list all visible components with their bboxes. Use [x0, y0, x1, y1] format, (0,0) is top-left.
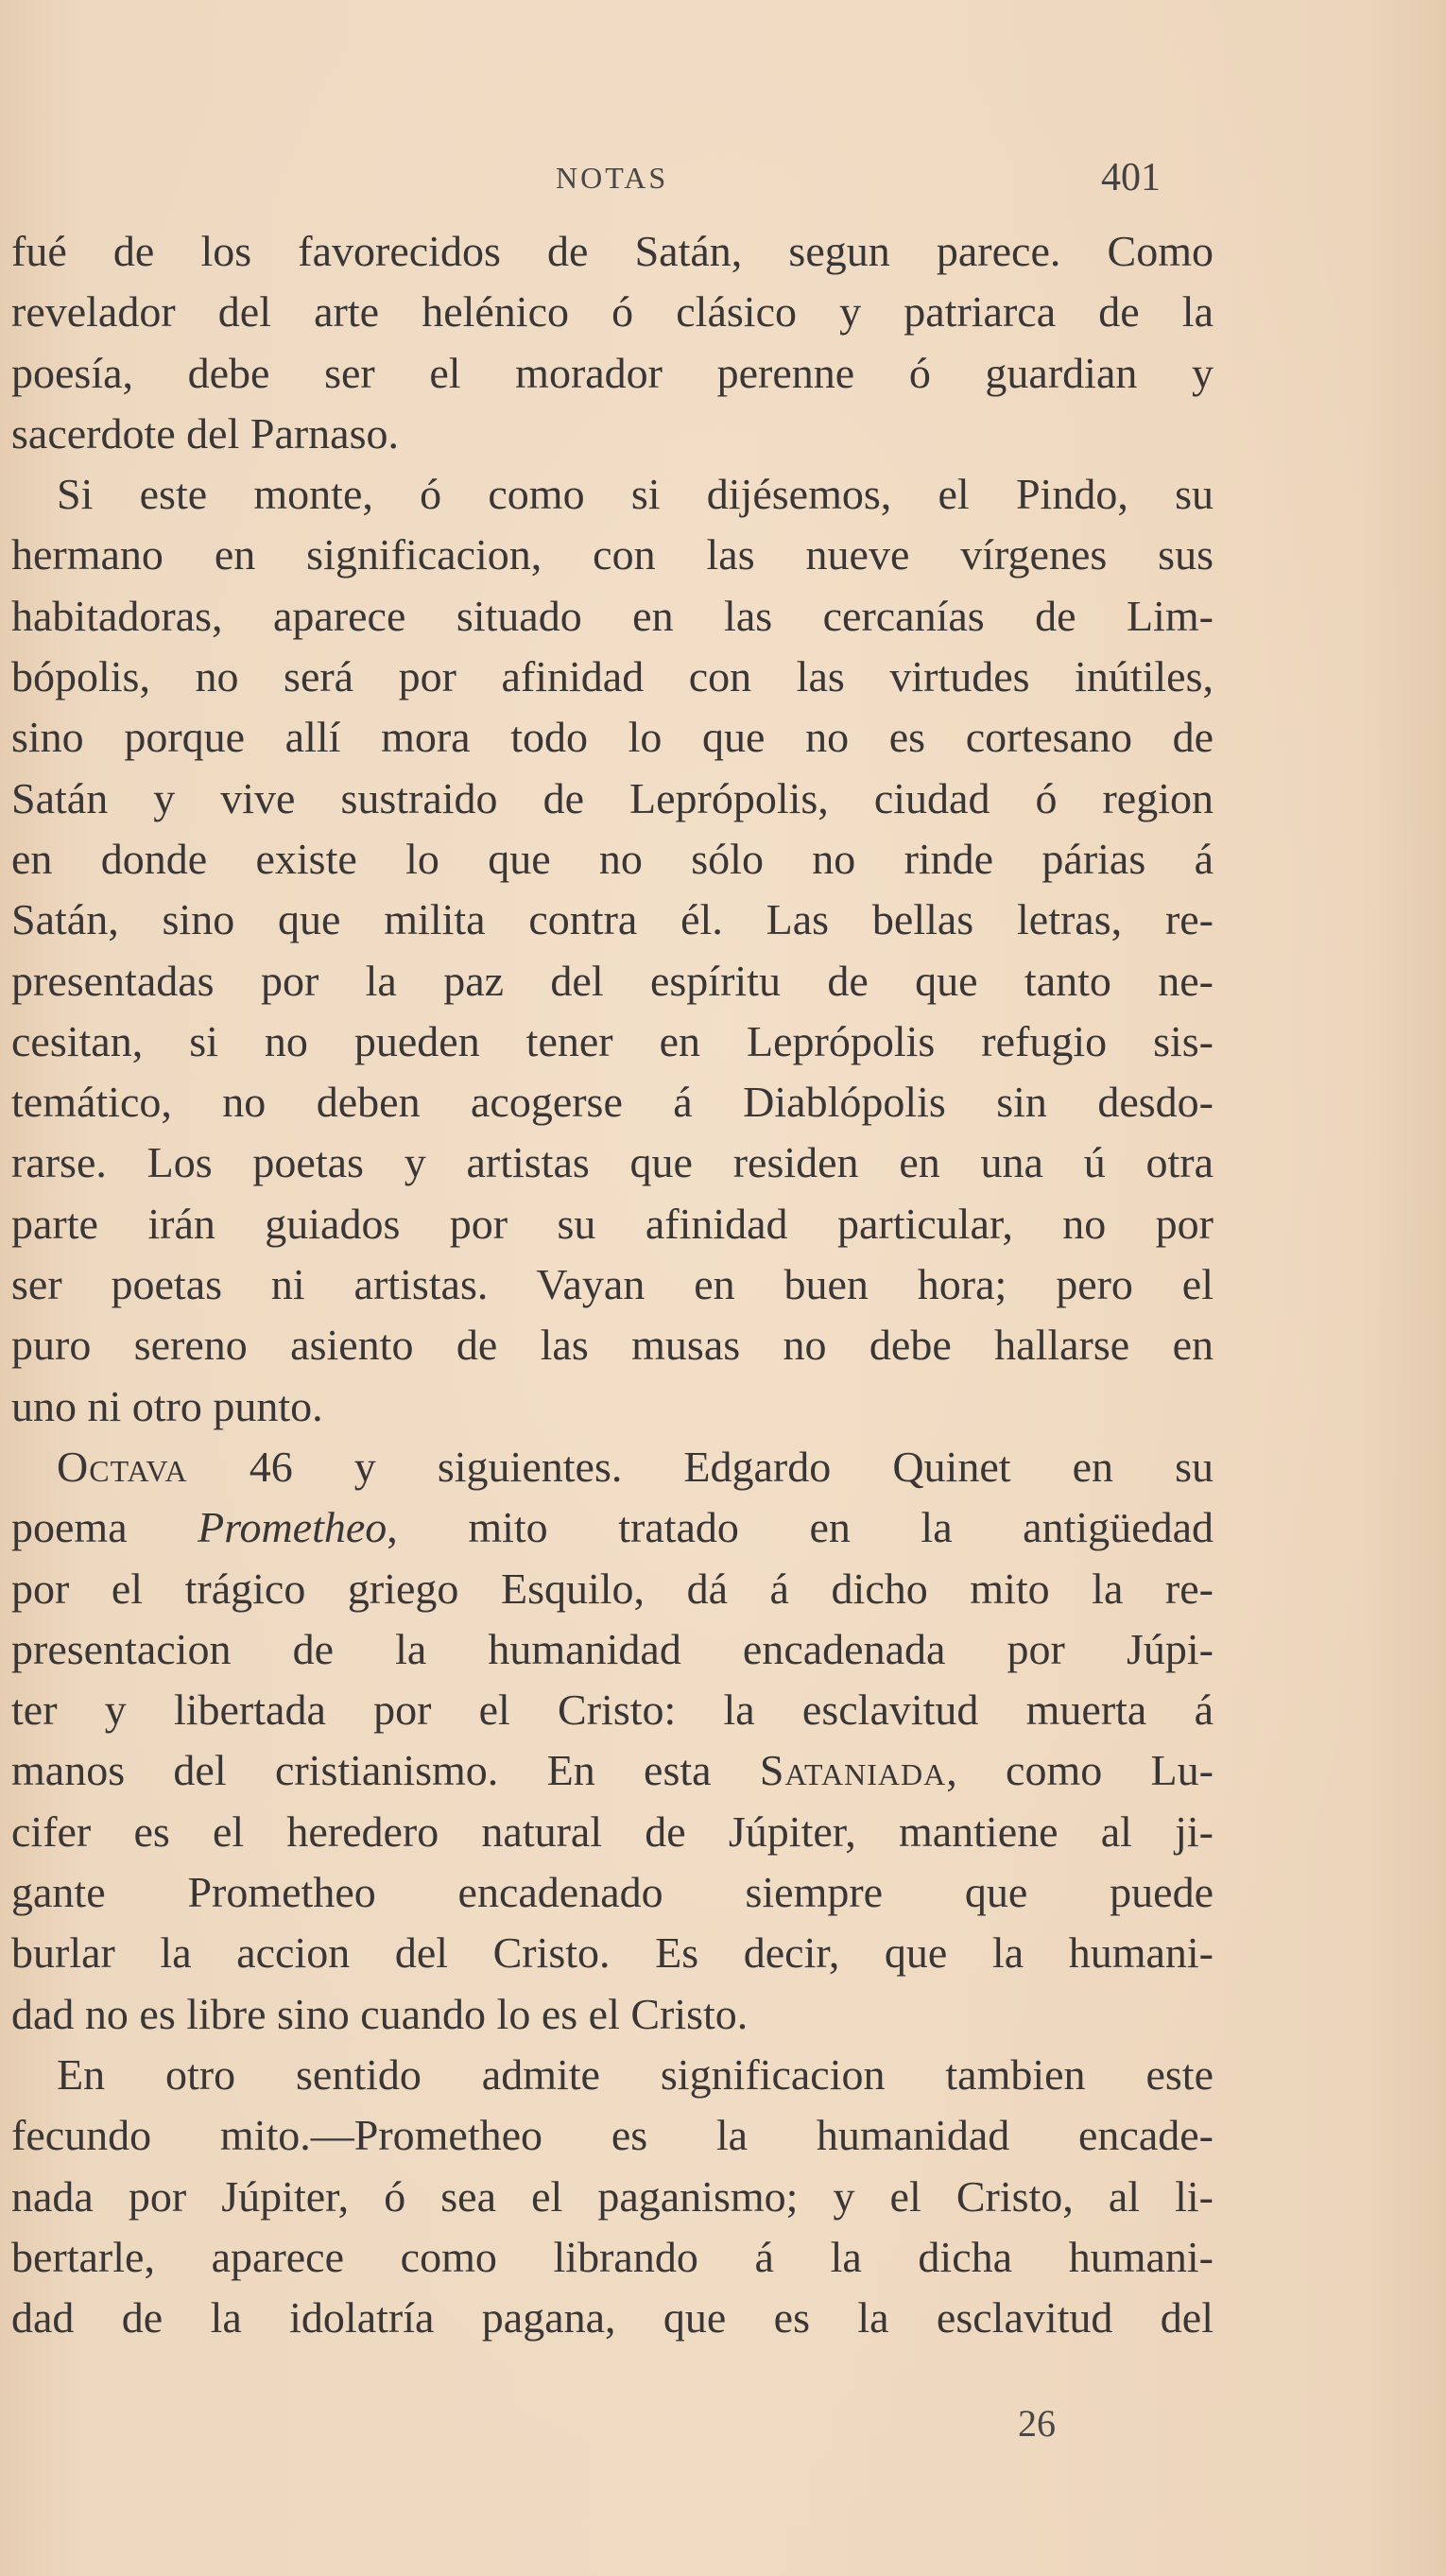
- text-line: gante Prometheo encadenado siempre que puede: [11, 1868, 1214, 1917]
- small-caps-label: Octava: [57, 1442, 188, 1491]
- text-line: Satán y vive sustraido de Leprópolis, ciudad ó region: [11, 773, 1214, 822]
- text-line: parte irán guiados por su afinidad particular, no por: [11, 1199, 1214, 1248]
- text-line: burlar la accion del Cristo. Es decir, que la humani-: [11, 1928, 1214, 1978]
- text-line: sacerdote del Parnaso.: [11, 408, 400, 458]
- text-line: [11, 1740, 1214, 1801]
- text-line: temático, no deben acogerse á Diablópolis sin desdo-: [11, 1078, 1214, 1127]
- text-run: , mito tratado en la antigüedad: [387, 1503, 1214, 1552]
- text-run: , como Lu-: [946, 1746, 1214, 1795]
- italic-title: Prometheo: [198, 1503, 387, 1552]
- text-line: bópolis, no será por afinidad con las virtudes inútiles,: [11, 652, 1214, 701]
- text-line: puro sereno asiento de las musas no debe hallarse en: [11, 1321, 1214, 1370]
- text-line: rarse. Los poetas y artistas que residen en una ú otra: [11, 1138, 1214, 1187]
- text-line: uno ni otro punto.: [11, 1381, 323, 1430]
- text-line: ser poetas ni artistas. Vayan en buen hora; pero el: [11, 1260, 1214, 1309]
- text-run: manos del cristianismo. En esta: [11, 1746, 760, 1795]
- text-line: cesitan, si no pueden tener en Leprópolis refugio sis-: [11, 1016, 1214, 1065]
- text-line: ter y libertada por el Cristo: la esclavitud muerta á: [11, 1686, 1214, 1735]
- text-line: [11, 1497, 1214, 1558]
- running-head: [0, 156, 1446, 199]
- text-line: sino porque allí mora todo lo que no es cortesano de: [11, 713, 1214, 762]
- text-line: dad no es libre sino cuando lo es el Cristo.: [11, 1989, 749, 2038]
- text-line: Satán, sino que milita contra él. Las bellas letras, re-: [11, 895, 1214, 944]
- text-line: habitadoras, aparece situado en las cercanías de Lim-: [11, 591, 1214, 640]
- text-line: cifer es el heredero natural de Júpiter, mantiene al ji-: [11, 1807, 1214, 1856]
- text-line: dad de la idolatría pagana, que es la esclavitud del: [11, 2293, 1214, 2343]
- text-line: presentacion de la humanidad encadenada por Júpi-: [11, 1624, 1214, 1673]
- text-line: hermano en significacion, con las nueve vírgenes sus: [11, 530, 1214, 579]
- text-line: bertarle, aparece como librando á la dicha humani-: [11, 2232, 1214, 2281]
- text-line: por el trágico griego Esquilo, dá á dicho mito la re-: [11, 1564, 1214, 1613]
- signature-mark: 26: [1018, 2402, 1056, 2445]
- small-caps-title: Sataniada: [759, 1746, 947, 1795]
- body-text: [11, 221, 1214, 2348]
- text-line: fecundo mito.—Prometheo es la humanidad encade-: [11, 2111, 1214, 2160]
- running-head-title: NOTAS: [556, 161, 669, 195]
- text-line: revelador del arte helénico ó clásico y patriarca de la: [11, 287, 1214, 337]
- text-line: En otro sentido admite significacion tambien este: [57, 2049, 1214, 2099]
- text-run: poema: [11, 1503, 198, 1552]
- text-line: presentadas por la paz del espíritu de que tanto ne-: [11, 956, 1214, 1005]
- text-line: nada por Júpiter, ó sea el paganismo; y el Cristo, al li-: [11, 2171, 1214, 2221]
- text-line: fué de los favorecidos de Satán, segun parece. Como: [11, 227, 1214, 275]
- text-line: Si este monte, ó como si dijésemos, el Pindo, su: [57, 470, 1214, 519]
- page-number: 401: [1101, 156, 1161, 199]
- text-line: [11, 1437, 1214, 1497]
- text-line: en donde existe lo que no sólo no rinde párias á: [11, 834, 1214, 883]
- text-run: 46 y siguientes. Edgardo Quinet en su: [187, 1442, 1214, 1491]
- text-line: poesía, debe ser el morador perenne ó guardian y: [11, 348, 1214, 397]
